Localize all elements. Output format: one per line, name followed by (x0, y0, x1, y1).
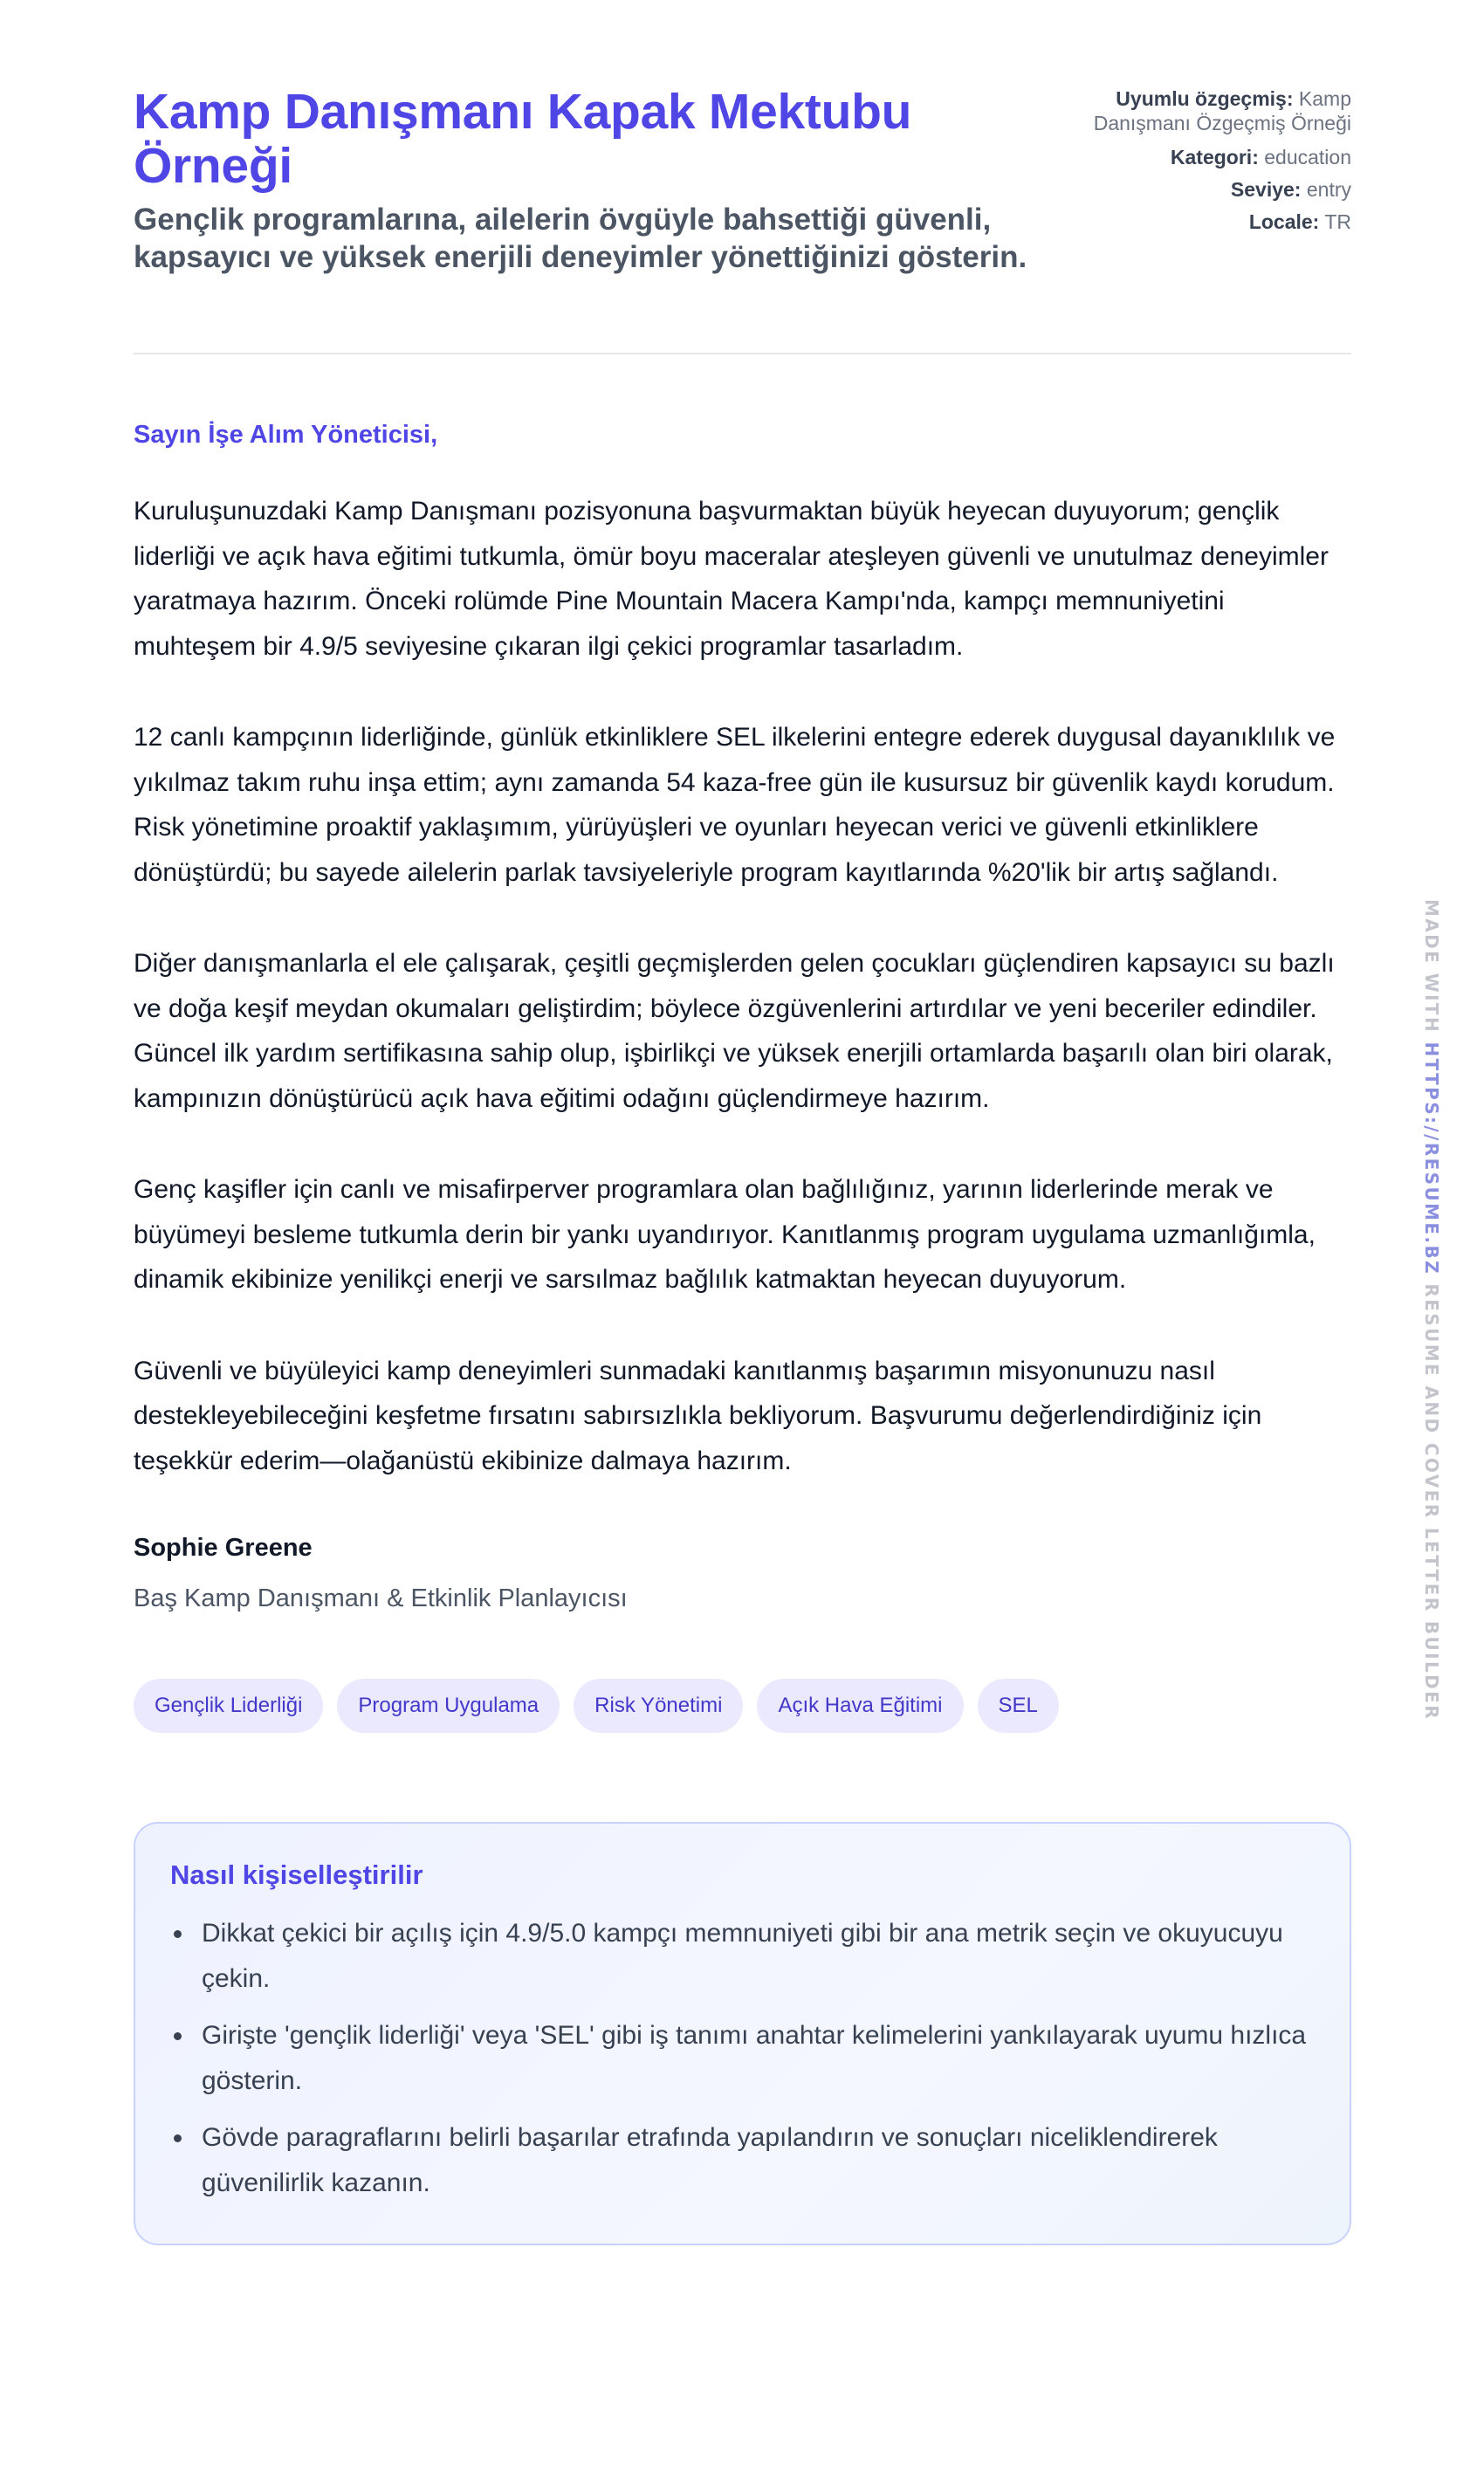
meta-panel (1072, 86, 1351, 242)
tip-text: Gövde paragraflarını belirli başarılar etrafında yapılandırın ve sonuçları niceliklendirerek güvenilirlik kazanın. (202, 2123, 1218, 2197)
meta-resume-label: Uyumlu özgeçmiş: (1116, 87, 1294, 110)
meta-level-value: entry (1306, 178, 1351, 201)
letter-paragraph: Diğer danışmanlarla el ele çalışarak, çeşitli geçmişlerden gelen çocukları güçlendiren kapsayıcı su bazlı ve doğa keşif meydan okumaları geliştirdim; böylece özgüvenlerini artırdılar ve yeni beceriler edindiler. Güncel ilk yardım sertifikasına sahip olup, işbirlikçi ve yüksek enerjili ortamlarda başarılı olan biri olarak, kampınızın dönüştürücü açık hava eğitimi odağını güçlendirmeye hazırım. (134, 949, 1335, 1113)
tips-title: Nasıl kişiselleştirilir (170, 1859, 423, 1890)
letter-paragraph: Güvenli ve büyüleyici kamp deneyimleri sunmadaki kanıtlanmış başarımın misyonunuzu nasıl destekleyebileceğini keşfetme fırsatını sabırsızlıkla bekliyorum. Başvurumu değerlendirdiğiniz için teşekkür ederim—olağanüstü ekibinize dalmaya hazırım. (134, 1356, 1262, 1475)
watermark-prefix: MADE WITH (1421, 899, 1442, 1034)
letter-body (134, 489, 1351, 1483)
meta-locale-value: TR (1324, 210, 1351, 233)
tip-item (170, 1911, 1315, 2001)
meta-locale (1072, 210, 1351, 234)
tip-item (170, 2013, 1315, 2103)
letter-paragraph: 12 canlı kampçının liderliğinde, günlük etkinliklere SEL ilkelerini entegre ederek duygusal dayanıklılık ve yıkılmaz takım ruhu inşa ettim; aynı zamanda 54 kaza-free gün ile kusursuz bir güvenlik kaydı korudum. Risk yönetimine proaktif yaklaşımım, yürüyüşleri ve oyunları heyecan verici ve güvenli etkinliklere dönüştürdü; bu sayede ailelerin parlak tavsiyeleriyle program kayıtlarında %20'lik bir artış sağlandı. (134, 723, 1336, 887)
page-header (134, 0, 1351, 354)
meta-category-value: education (1264, 146, 1351, 168)
skill-tag[interactable]: Risk Yönetimi (574, 1679, 743, 1733)
watermark-suffix: RESUME AND COVER LETTER BUILDER (1421, 1283, 1442, 1721)
signature-title: Baş Kamp Danışmanı & Etkinlik Planlayıcısı (134, 1584, 628, 1612)
watermark-vertical (1414, 899, 1453, 1721)
cover-letter-page (134, 0, 1351, 2245)
letter-paragraph: Genç kaşifler için canlı ve misafirperver programlara olan bağlılığınız, yarının liderlerinde merak ve büyümeyi besleme tutkumla derin bir yankı uyandırıyor. Kanıtlanmış program uygulama uzmanlığımla, dinamik ekibinize yenilikçi enerji ve sarsılmaz bağlılık katmaktan heyecan duyuyorum. (134, 1175, 1316, 1294)
skill-tags (134, 1679, 1351, 1733)
tip-text: Dikkat çekici bir açılış için 4.9/5.0 kampçı memnuniyeti gibi bir ana metrik seçin ve okuyucuyu çekin. (202, 1919, 1283, 1993)
watermark-link[interactable]: HTTPS://RESUME.BZ (1421, 1041, 1442, 1276)
tip-text: Girişte 'gençlik liderliği' veya 'SEL' gibi iş tanımı anahtar kelimelerini yankılayarak uyumu hızlıca gösterin. (202, 2021, 1307, 2095)
tips-list (170, 1911, 1315, 2205)
signature-name: Sophie Greene (134, 1534, 313, 1562)
letter-paragraph: Kuruluşunuzdaki Kamp Danışmanı pozisyonuna başvurmaktan büyük heyecan duyuyorum; gençlik liderliği ve açık hava eğitimi tutkumla, ömür boyu maceralar ateşleyen güvenli ve unutulmaz deneyimler yaratmaya hazırım. Önceki rolümde Pine Mountain Macera Kampı'nda, kampçı memnuniyetini muhteşem bir 4.9/5 seviyesine çıkaran ilgi çekici programlar tasarladım. (134, 497, 1329, 661)
tip-item (170, 2115, 1315, 2205)
customization-tips-box (134, 1822, 1351, 2245)
skill-tag[interactable]: Gençlik Liderliği (134, 1679, 323, 1733)
meta-resume-value[interactable]: Kamp Danışmanı Özgeçmiş Örneği (1093, 87, 1351, 134)
meta-level (1072, 177, 1351, 202)
meta-level-label: Seviye: (1230, 178, 1302, 201)
skill-tag[interactable]: Program Uygulama (337, 1679, 560, 1733)
bullet-icon (174, 1930, 182, 1938)
page-subtitle: Gençlik programlarına, ailelerin övgüyle bahsettiği güvenli, kapsayıcı ve yüksek enerjili deneyimler yönettiğinizi gösterin. (134, 203, 1027, 274)
meta-resume (1072, 86, 1351, 135)
skill-tag[interactable]: Açık Hava Eğitimi (757, 1679, 963, 1733)
bullet-icon (174, 2032, 182, 2040)
meta-category (1072, 145, 1351, 169)
meta-category-label: Kategori: (1170, 146, 1259, 168)
meta-locale-label: Locale: (1248, 210, 1320, 233)
letter-salutation: Sayın İşe Alım Yöneticisi, (134, 421, 438, 449)
skill-tag[interactable]: SEL (978, 1679, 1059, 1733)
watermark-text (1421, 899, 1442, 1721)
bullet-icon (174, 2134, 182, 2142)
page-title: Kamp Danışmanı Kapak Mektubu Örneği (134, 84, 912, 194)
